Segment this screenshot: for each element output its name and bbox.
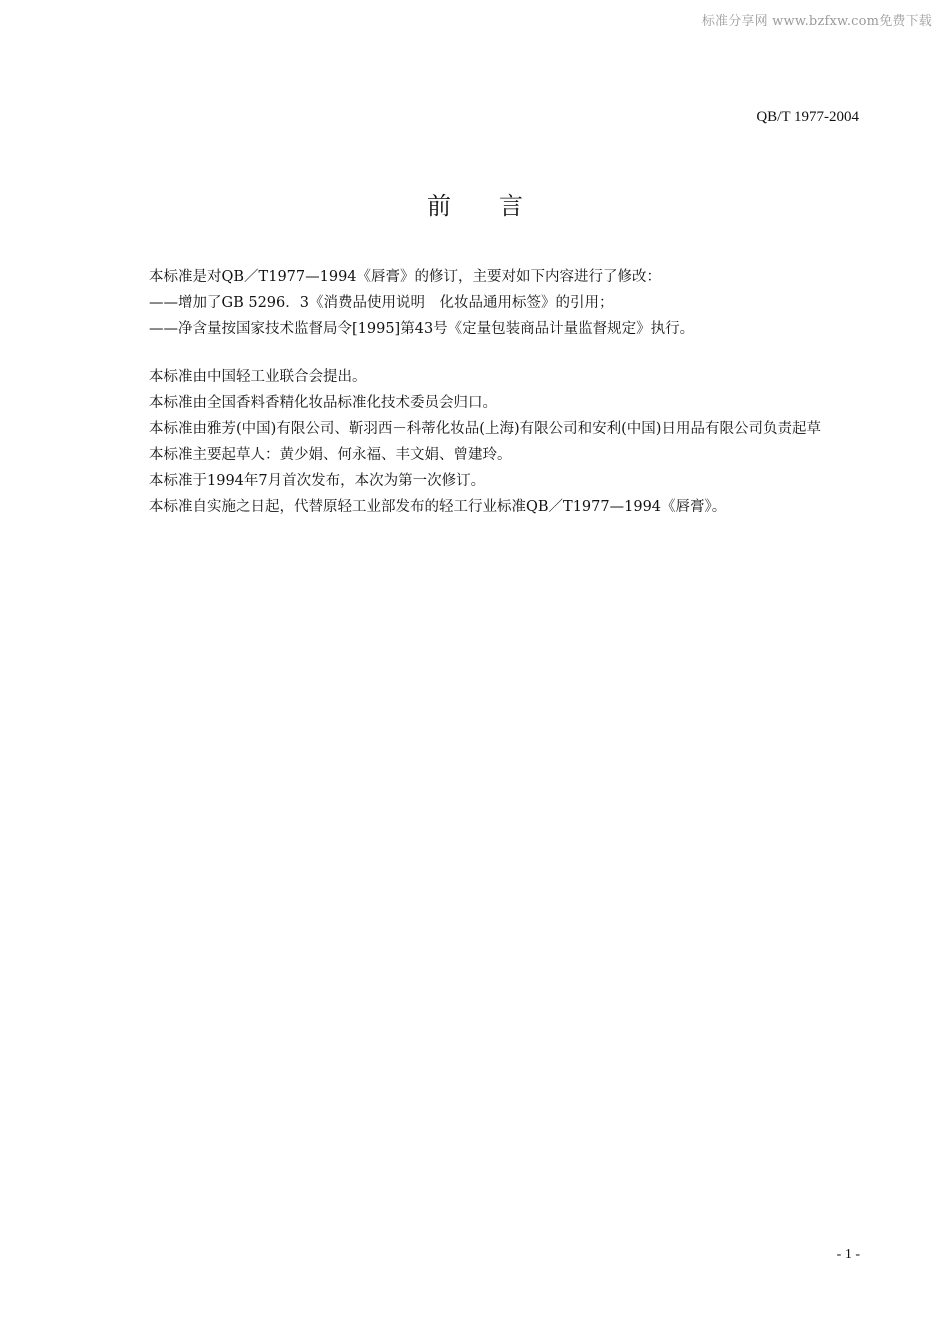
paragraph-drafters: 本标准主要起草人：黄少娟、何永福、丰文娟、曾建玲。 [149, 447, 512, 463]
paragraph-proposer: 本标准由中国轻工业联合会提出。 [149, 369, 367, 385]
paragraph-drafting-units: 本标准由雅芳(中国)有限公司、靳羽西－科蒂化妆品(上海)有限公司和安利(中国)日用品有限公司负责起草 [149, 421, 821, 437]
watermark-text: 标准分享网 www.bzfxw.com免费下载 [701, 14, 932, 29]
paragraph-centralized-by: 本标准由全国香料香精化妆品标准化技术委员会归口。 [149, 395, 497, 411]
standard-info [115, 364, 860, 520]
paragraph-release-history: 本标准于1994年7月首次发布，本次为第一次修订。 [149, 473, 486, 489]
standard-code: QB/T 1977-2004 [756, 109, 859, 125]
paragraph-revision-item-1: ——增加了GB 5296．3《消费品使用说明 化妆品通用标签》的引用； [149, 295, 614, 311]
page-title: 前言 [427, 192, 571, 220]
revision-summary [115, 264, 860, 342]
paragraph-replacement: 本标准自实施之日起，代替原轻工业部发布的轻工行业标准QB／T1977—1994《唇膏》。 [149, 499, 727, 515]
paragraph-revision-intro: 本标准是对QB／T1977—1994《唇膏》的修订，主要对如下内容进行了修改： [149, 269, 662, 285]
page-number: - 1 - [836, 1247, 860, 1262]
paragraph-revision-item-2: ——净含量按国家技术监督局令[1995]第43号《定量包装商品计量监督规定》执行。 [149, 321, 695, 337]
